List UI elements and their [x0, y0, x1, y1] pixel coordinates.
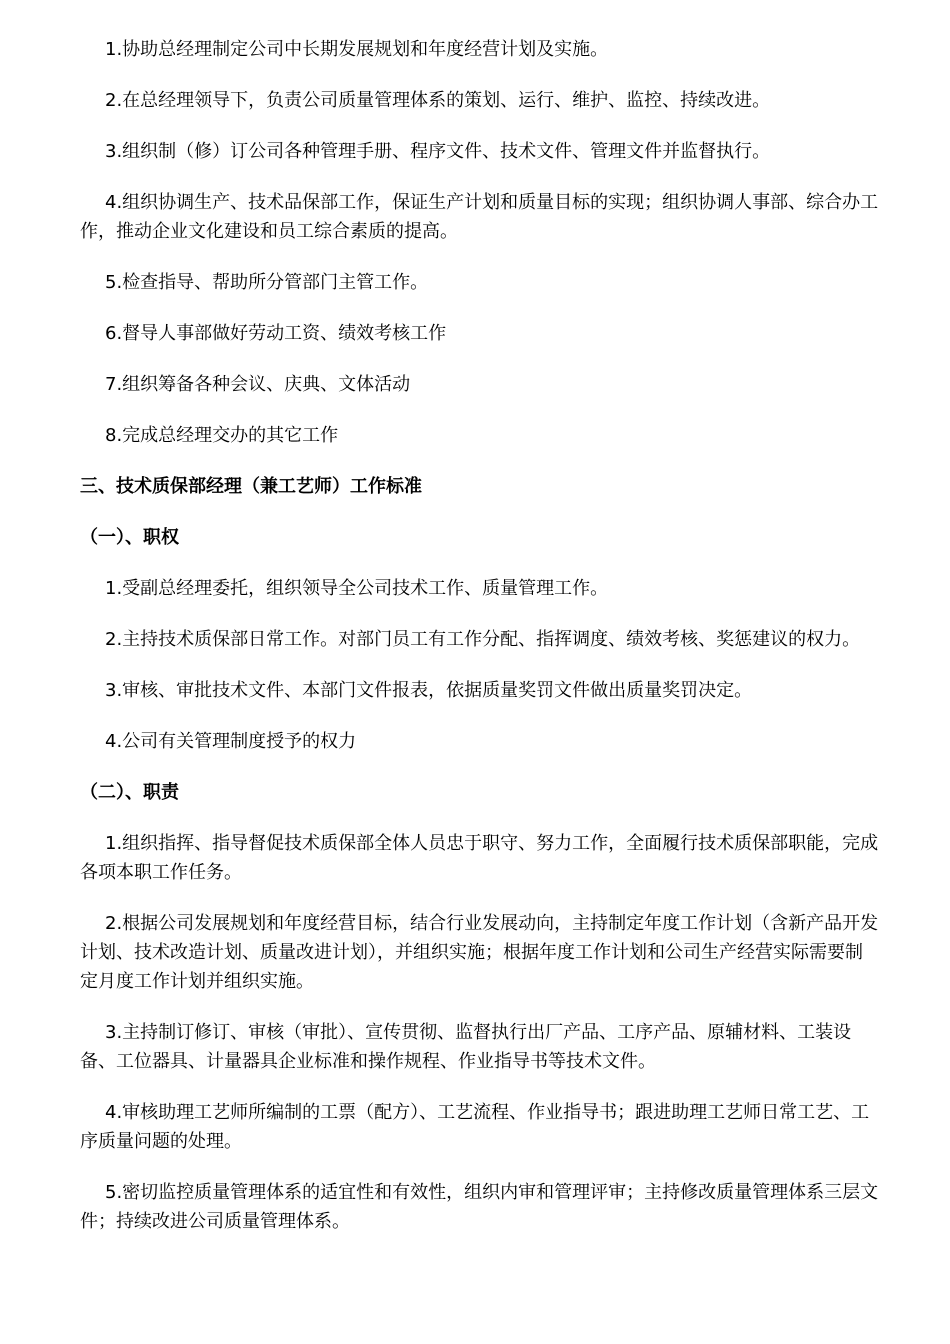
list-item: 5.检查指导、帮助所分管部门主管工作。 — [105, 272, 429, 293]
document-page — [80, 35, 880, 1258]
list-item: 4.组织协调生产、技术品保部工作，保证生产计划和质量目标的实现；组织协调人事部、综合办工作，推动企业文化建设和员工综合素质的提高。 — [80, 192, 879, 242]
list-item: 2.主持技术质保部日常工作。对部门员工有工作分配、指挥调度、绩效考核、奖惩建议的权力。 — [105, 629, 861, 650]
list-item: 1.组织指挥、指导督促技术质保部全体人员忠于职守、努力工作，全面履行技术质保部职能，完成各项本职工作任务。 — [80, 833, 879, 883]
list-item: 3.组织制（修）订公司各种管理手册、程序文件、技术文件、管理文件并监督执行。 — [105, 141, 771, 162]
list-item: 1.受副总经理委托，组织领导全公司技术工作、质量管理工作。 — [105, 578, 609, 599]
list-item: 6.督导人事部做好劳动工资、绩效考核工作 — [105, 323, 447, 344]
list-item: 5.密切监控质量管理体系的适宜性和有效性，组织内审和管理评审；主持修改质量管理体系三层文件；持续改进公司质量管理体系。 — [80, 1182, 879, 1232]
list-item: 4.审核助理工艺师所编制的工票（配方）、工艺流程、作业指导书；跟进助理工艺师日常工艺、工序质量问题的处理。 — [80, 1102, 870, 1152]
list-item: 3.审核、审批技术文件、本部门文件报表，依据质量奖罚文件做出质量奖罚决定。 — [105, 680, 753, 701]
list-item: 1.协助总经理制定公司中长期发展规划和年度经营计划及实施。 — [105, 39, 609, 60]
list-item: 2.在总经理领导下，负责公司质量管理体系的策划、运行、维护、监控、持续改进。 — [105, 90, 771, 111]
subsection-heading-authority: （一）、职权 — [80, 527, 179, 548]
section-title: 三、技术质保部经理（兼工艺师）工作标准 — [80, 476, 422, 497]
list-item: 3.主持制订修订、审核（审批）、宣传贯彻、监督执行出厂产品、工序产品、原辅材料、工装设备、工位器具、计量器具企业标准和操作规程、作业指导书等技术文件。 — [80, 1022, 852, 1072]
list-item: 8.完成总经理交办的其它工作 — [105, 425, 339, 446]
list-item: 2.根据公司发展规划和年度经营目标，结合行业发展动向，主持制定年度工作计划（含新产品开发计划、技术改造计划、质量改进计划），并组织实施；根据年度工作计划和公司生产经营实际需要制定月度工作计划并组织实施。 — [80, 913, 879, 992]
list-item: 7.组织筹备各种会议、庆典、文体活动 — [105, 374, 411, 395]
subsection-heading-duties: （二）、职责 — [80, 782, 179, 803]
list-item: 4.公司有关管理制度授予的权力 — [105, 731, 357, 752]
